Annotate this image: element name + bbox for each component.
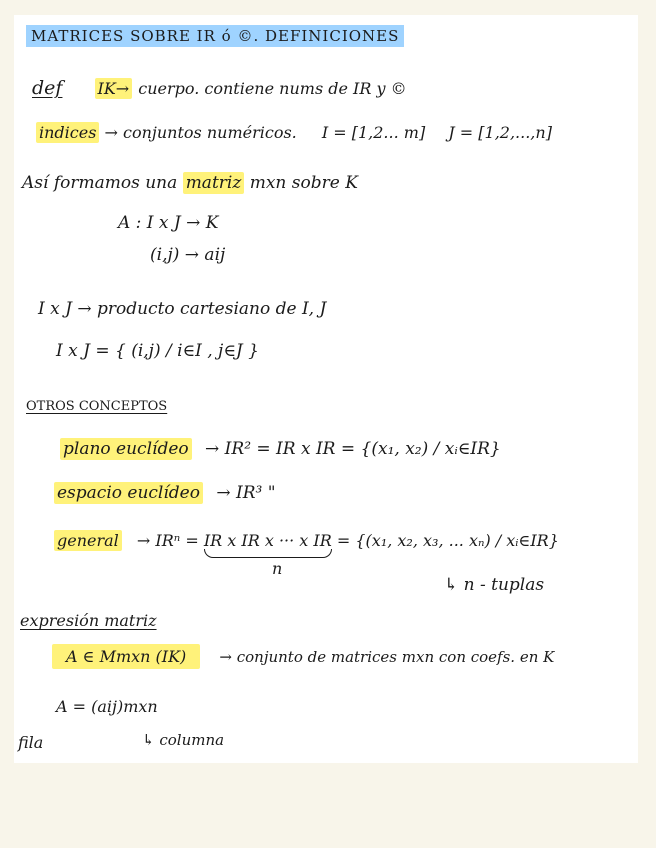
def-line xyxy=(32,77,407,100)
espacio-formula: → IR³ " xyxy=(216,483,276,503)
indices-line xyxy=(36,123,552,142)
a-definition: A = (aij)mxn xyxy=(56,697,158,716)
general-line xyxy=(54,531,559,550)
plano-formula: → IR² = IR x IR = {(x₁, x₂) / xᵢ∈IR} xyxy=(205,439,501,459)
cartesian-def: I x J → producto cartesiano de I, J xyxy=(38,299,327,319)
expresion-line xyxy=(52,647,554,666)
notes-page xyxy=(14,15,638,763)
expresion-heading: expresión matriz xyxy=(20,611,157,630)
espacio-label: espacio euclídeo xyxy=(54,482,203,504)
general-rhs: = {(x₁, x₂, x₃, ... xₙ) / xᵢ∈IR} xyxy=(336,531,559,550)
general-label: general xyxy=(54,530,122,551)
tuplas-note: ↳ n - tuplas xyxy=(444,575,545,595)
matrix-word: matriz xyxy=(183,172,245,194)
plano-line xyxy=(60,439,501,459)
plano-label: plano euclídeo xyxy=(60,438,192,460)
indices-label: indices xyxy=(36,122,99,143)
matrix-map: A : I x J → K xyxy=(118,213,219,233)
matrix-entry-map: (i,j) → aij xyxy=(150,245,226,265)
espacio-line xyxy=(54,483,276,503)
matrix-intro: Así formamos una matriz mxn sobre K xyxy=(22,173,358,193)
otros-heading: OTROS CONCEPTOS xyxy=(26,399,168,414)
general-n: n xyxy=(272,559,283,578)
cartesian-set: I x J = { (i,j) / i∈I , j∈J } xyxy=(56,341,259,361)
fila-label: fila xyxy=(18,733,44,752)
def-label: def xyxy=(32,77,63,99)
page-title: MATRICES SOBRE IR ó ©. DEFINICIONES xyxy=(26,27,404,45)
def-text: cuerpo. contiene nums de IR y © xyxy=(138,79,407,98)
indices-text: → conjuntos numéricos. xyxy=(104,123,297,142)
set-I: I = [1,2... m] xyxy=(321,123,426,142)
set-J: J = [1,2,...,n] xyxy=(448,123,552,142)
matrix-space: A ∈ Mmxn (IK) xyxy=(52,644,200,669)
general-lhs: → IRⁿ = xyxy=(136,531,199,550)
matrix-space-desc: → conjunto de matrices mxn con coefs. en K xyxy=(219,648,555,666)
field-symbol: IK→ xyxy=(95,78,133,99)
columna-label: ↳ columna xyxy=(142,731,225,749)
general-brace: IR x IR x ··· x IR xyxy=(203,531,332,550)
